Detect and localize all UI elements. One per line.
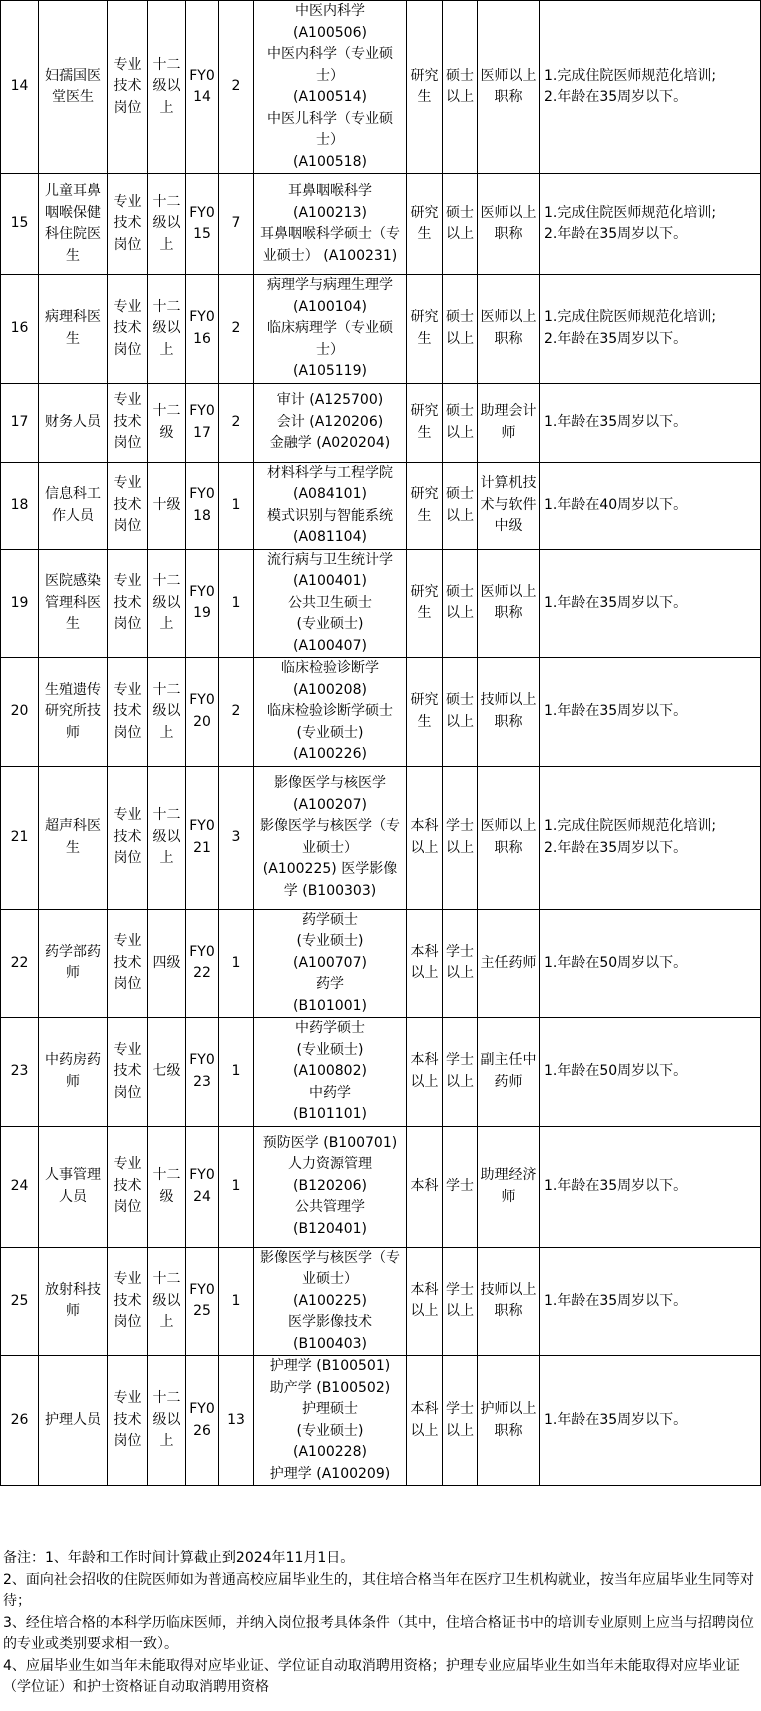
major-line: 金融学 (A020204) (269, 435, 391, 452)
professional-title-cell: 技师以上职称 (478, 1247, 540, 1356)
professional-title-cell: 主任药师 (478, 909, 540, 1018)
professional-title-cell: 计算机技术与软件中级 (478, 462, 540, 549)
post-level-cell: 十二级以上 (148, 1247, 186, 1356)
major-line: 影像医学与核医学（专 (260, 1249, 400, 1266)
education-cell: 研究生 (407, 1, 443, 174)
post-category-cell: 专业技术岗位 (108, 1, 148, 174)
hire-count-cell: 1 (219, 549, 254, 658)
table-row (1, 1356, 761, 1486)
post-level-cell: 十二级以上 (148, 1, 186, 174)
major-line: (专业硕士) (296, 933, 364, 949)
education-cell: 本科以上 (407, 766, 443, 909)
post-name-cell: 信息科工作人员 (39, 462, 108, 549)
degree-cell: 硕士以上 (443, 275, 478, 384)
major-cell (254, 549, 407, 658)
education-cell: 研究生 (407, 549, 443, 658)
post-code-cell: FY025 (186, 1247, 219, 1356)
table-body (1, 1, 761, 1486)
major-line: 中药学 (309, 1084, 351, 1101)
degree-cell: 硕士以上 (443, 1, 478, 174)
post-category-cell: 专业技术岗位 (108, 658, 148, 767)
requirements-cell (540, 174, 761, 275)
major-line: (B101001) (293, 997, 367, 1014)
row-number-cell: 14 (1, 1, 39, 174)
major-line: (专业硕士) (296, 1041, 364, 1058)
degree-cell: 学士 (443, 1126, 478, 1247)
major-line: 临床检验诊断学 (281, 660, 379, 676)
major-line: 学 (B100303) (283, 882, 377, 899)
post-level-cell: 十二级以上 (148, 1356, 186, 1486)
major-cell (254, 909, 407, 1018)
degree-cell: 硕士以上 (443, 174, 478, 275)
table-row (1, 1247, 761, 1356)
major-line: 影像医学与核医学 (274, 775, 386, 791)
post-level-cell: 四级 (148, 909, 186, 1018)
post-level-cell: 十二级以上 (148, 549, 186, 658)
post-category-cell: 专业技术岗位 (108, 383, 148, 462)
major-line: 临床病理学（专业硕 (267, 320, 393, 336)
major-line: 业硕士） (A100231) (262, 247, 398, 264)
table-row (1, 174, 761, 275)
requirements-cell (540, 275, 761, 384)
post-name-cell: 病理科医生 (39, 275, 108, 384)
major-line: (A100207) (293, 796, 367, 813)
major-cell (254, 1247, 407, 1356)
post-code-cell: FY023 (186, 1018, 219, 1127)
major-line: 材料科学与工程学院 (267, 464, 393, 481)
post-category-cell: 专业技术岗位 (108, 1356, 148, 1486)
post-category-cell: 专业技术岗位 (108, 1018, 148, 1127)
major-line: 公共卫生硕士 (288, 594, 372, 611)
major-line: 士） (316, 341, 344, 358)
major-line: 会计 (A120206) (276, 413, 384, 430)
post-category-cell: 专业技术岗位 (108, 1247, 148, 1356)
table-row (1, 1126, 761, 1247)
table-row (1, 1, 761, 174)
post-level-cell: 十级 (148, 462, 186, 549)
post-code-cell: FY022 (186, 909, 219, 1018)
table-row (1, 383, 761, 462)
major-line: (A100407) (293, 637, 367, 654)
degree-cell: 学士以上 (443, 1018, 478, 1127)
requirements-cell (540, 1018, 761, 1127)
table-row (1, 549, 761, 658)
major-line: 模式识别与智能系统 (267, 507, 393, 524)
post-level-cell: 七级 (148, 1018, 186, 1127)
post-name-cell: 妇孺国医堂医生 (39, 1, 108, 174)
post-name-cell: 医院感染管理科医生 (39, 549, 108, 658)
major-line: (A100213) (293, 204, 367, 221)
major-line: (A100518) (293, 153, 367, 170)
table-row (1, 1018, 761, 1127)
post-level-cell: 十二级 (148, 383, 186, 462)
major-line: (专业硕士) (296, 616, 364, 632)
post-name-cell: 中药房药师 (39, 1018, 108, 1127)
requirements-cell (540, 1247, 761, 1356)
notes-section (0, 1548, 758, 1699)
major-line: (A100802) (293, 1063, 367, 1079)
professional-title-cell: 护师以上职称 (478, 1356, 540, 1486)
major-line: 预防医学 (B100701) (262, 1134, 398, 1151)
post-name-cell: 生殖遗传研究所技师 (39, 658, 108, 767)
major-line: 药学硕士 (302, 911, 358, 928)
post-code-cell: FY020 (186, 658, 219, 767)
major-cell (254, 1018, 407, 1127)
hire-count-cell: 2 (219, 1, 254, 174)
professional-title-cell: 技师以上职称 (478, 658, 540, 767)
major-line: (A100104) (293, 298, 367, 315)
professional-title-cell: 医师以上职称 (478, 1, 540, 174)
row-number-cell: 19 (1, 549, 39, 658)
post-code-cell: FY024 (186, 1126, 219, 1247)
degree-cell: 学士以上 (443, 909, 478, 1018)
degree-cell: 学士以上 (443, 766, 478, 909)
major-line: 人力资源管理 (288, 1156, 372, 1173)
professional-title-cell: 副主任中药师 (478, 1018, 540, 1127)
requirement-line: 1.年龄在50周岁以下。 (544, 954, 688, 971)
hire-count-cell: 1 (219, 462, 254, 549)
post-category-cell: 专业技术岗位 (108, 549, 148, 658)
major-cell (254, 462, 407, 549)
hire-count-cell: 1 (219, 1126, 254, 1247)
hire-count-cell: 1 (219, 909, 254, 1018)
major-line: (B100403) (293, 1335, 367, 1352)
post-code-cell: FY019 (186, 549, 219, 658)
requirements-cell (540, 1356, 761, 1486)
major-line: (A084101) (293, 486, 367, 502)
professional-title-cell: 助理经济师 (478, 1126, 540, 1247)
row-number-cell: 22 (1, 909, 39, 1018)
post-level-cell: 十二级以上 (148, 766, 186, 909)
major-line: (A100208) (293, 681, 367, 698)
table-row (1, 462, 761, 549)
education-cell: 本科以上 (407, 1018, 443, 1127)
post-code-cell: FY018 (186, 462, 219, 549)
major-line: 耳鼻咽喉科学 (288, 183, 372, 199)
post-level-cell: 十二级 (148, 1126, 186, 1247)
post-name-cell: 儿童耳鼻咽喉保健科住院医生 (39, 174, 108, 275)
education-cell: 研究生 (407, 462, 443, 549)
requirements-cell (540, 549, 761, 658)
row-number-cell: 20 (1, 658, 39, 767)
requirement-line: 1.年龄在35周岁以下。 (544, 594, 688, 611)
row-number-cell: 24 (1, 1126, 39, 1247)
education-cell: 本科以上 (407, 1247, 443, 1356)
major-line: 中医儿科学（专业硕 (267, 110, 393, 127)
major-line: (A100514) (293, 89, 367, 105)
requirement-line: 1.完成住院医师规范化培训; (544, 67, 717, 84)
post-category-cell: 专业技术岗位 (108, 174, 148, 275)
professional-title-cell: 医师以上职称 (478, 766, 540, 909)
education-cell: 研究生 (407, 174, 443, 275)
degree-cell: 学士以上 (443, 1356, 478, 1486)
hire-count-cell: 2 (219, 383, 254, 462)
hire-count-cell: 13 (219, 1356, 254, 1486)
education-cell: 本科 (407, 1126, 443, 1247)
requirement-line: 1.年龄在35周岁以下。 (544, 1292, 688, 1309)
row-number-cell: 17 (1, 383, 39, 462)
major-line: (A100226) (293, 746, 367, 762)
row-number-cell: 16 (1, 275, 39, 384)
requirement-line: 2.年龄在35周岁以下。 (544, 330, 688, 347)
requirement-line: 1.完成住院医师规范化培训; (544, 309, 717, 326)
major-line: 影像医学与核医学（专 (260, 818, 400, 834)
major-cell (254, 174, 407, 275)
major-line: (A105119) (293, 363, 367, 379)
post-category-cell: 专业技术岗位 (108, 1126, 148, 1247)
professional-title-cell: 医师以上职称 (478, 549, 540, 658)
row-number-cell: 18 (1, 462, 39, 549)
row-number-cell: 23 (1, 1018, 39, 1127)
post-name-cell: 药学部药师 (39, 909, 108, 1018)
post-code-cell: FY015 (186, 174, 219, 275)
post-name-cell: 护理人员 (39, 1356, 108, 1486)
requirement-line: 1.年龄在35周岁以下。 (544, 413, 688, 430)
major-line: (A100225) 医学影像 (262, 861, 398, 877)
requirements-cell (540, 383, 761, 462)
major-line: 中药学硕士 (295, 1020, 365, 1036)
major-cell (254, 275, 407, 384)
post-category-cell: 专业技术岗位 (108, 766, 148, 909)
degree-cell: 学士以上 (443, 1247, 478, 1356)
major-line: 中医内科学（专业硕 (267, 46, 393, 62)
major-line: 护理硕士 (302, 1401, 358, 1417)
post-category-cell: 专业技术岗位 (108, 275, 148, 384)
major-cell (254, 383, 407, 462)
post-name-cell: 超声科医生 (39, 766, 108, 909)
education-cell: 本科以上 (407, 1356, 443, 1486)
post-level-cell: 十二级以上 (148, 275, 186, 384)
education-cell: 研究生 (407, 658, 443, 767)
major-line: 耳鼻咽喉科学硕士（专 (260, 226, 400, 242)
requirement-line: 1.年龄在35周岁以下。 (544, 1411, 688, 1428)
row-number-cell: 15 (1, 174, 39, 275)
hire-count-cell: 2 (219, 658, 254, 767)
requirements-cell (540, 658, 761, 767)
requirement-line: 1.年龄在50周岁以下。 (544, 1063, 688, 1079)
major-line: (B120401) (293, 1220, 367, 1237)
post-category-cell: 专业技术岗位 (108, 909, 148, 1018)
requirement-line: 1.年龄在35周岁以下。 (544, 1177, 688, 1194)
major-cell (254, 658, 407, 767)
requirement-line: 1.年龄在35周岁以下。 (544, 703, 688, 719)
degree-cell: 硕士以上 (443, 658, 478, 767)
note-2: 2、面向社会招收的住院医师如为普通高校应届毕业生的，其住培合格当年在医疗卫生机构就业，按当年应届毕业生同等对待； (3, 1571, 754, 1609)
major-line: (A100225) (293, 1292, 367, 1309)
major-line: (专业硕士) (296, 724, 364, 741)
post-code-cell: FY014 (186, 1, 219, 174)
post-code-cell: FY016 (186, 275, 219, 384)
major-cell (254, 1356, 407, 1486)
table-row (1, 909, 761, 1018)
row-number-cell: 21 (1, 766, 39, 909)
major-line: (A100228) (293, 1444, 367, 1460)
post-name-cell: 放射科技师 (39, 1247, 108, 1356)
major-line: (A100401) (293, 573, 367, 589)
major-line: 临床检验诊断学硕士 (267, 703, 393, 719)
post-name-cell: 财务人员 (39, 383, 108, 462)
education-cell: 本科以上 (407, 909, 443, 1018)
major-line: (B120206) (293, 1177, 367, 1194)
major-line: 病理学与病理生理学 (267, 277, 393, 293)
requirement-line: 2.年龄在35周岁以下。 (544, 89, 688, 105)
requirement-line: 1.完成住院医师规范化培训; (544, 818, 717, 834)
professional-title-cell: 助理会计师 (478, 383, 540, 462)
requirement-line: 1.年龄在40周岁以下。 (544, 496, 688, 513)
post-code-cell: FY017 (186, 383, 219, 462)
major-line: (A081104) (293, 529, 367, 545)
education-cell: 研究生 (407, 383, 443, 462)
table-row (1, 275, 761, 384)
requirement-line: 2.年龄在35周岁以下。 (544, 839, 688, 856)
major-cell (254, 766, 407, 909)
requirements-cell (540, 766, 761, 909)
degree-cell: 硕士以上 (443, 462, 478, 549)
major-line: (A100506) (293, 24, 367, 41)
major-line: (B101101) (293, 1106, 367, 1122)
post-level-cell: 十二级以上 (148, 174, 186, 275)
major-line: 公共管理学 (295, 1199, 365, 1216)
post-category-cell: 专业技术岗位 (108, 462, 148, 549)
row-number-cell: 25 (1, 1247, 39, 1356)
major-line: 药学 (316, 976, 344, 992)
hire-count-cell: 2 (219, 275, 254, 384)
major-line: (专业硕士) (296, 1422, 364, 1439)
requirements-cell (540, 1, 761, 174)
major-cell (254, 1, 407, 174)
hire-count-cell: 7 (219, 174, 254, 275)
note-1: 备注：1、年龄和工作时间计算截止到2024年11月1日。 (3, 1550, 355, 1566)
major-line: 审计 (A125700) (276, 392, 384, 409)
note-3: 3、经住培合格的本科学历临床医师，并纳入岗位报考具体条件（其中，住培合格证书中的培训专业原则上应当与招聘岗位的专业或类别要求相一致）。 (3, 1614, 754, 1652)
table-row (1, 658, 761, 767)
major-line: 助产学 (B100502) (269, 1379, 391, 1396)
major-line: (A100707) (293, 954, 367, 971)
major-line: 业硕士） (302, 839, 358, 856)
note-4: 4、应届毕业生如当年未能取得对应毕业证、学位证自动取消聘用资格；护理专业应届毕业生如当年未能取得对应毕业证（学位证）和护士资格证自动取消聘用资格 (3, 1657, 740, 1695)
professional-title-cell: 医师以上职称 (478, 275, 540, 384)
professional-title-cell: 医师以上职称 (478, 174, 540, 275)
major-line: 医学影像技术 (288, 1314, 372, 1330)
hire-count-cell: 1 (219, 1018, 254, 1127)
education-cell: 研究生 (407, 275, 443, 384)
major-line: 中医内科学 (295, 3, 365, 19)
major-line: 士） (316, 132, 344, 148)
requirement-line: 1.完成住院医师规范化培训; (544, 204, 717, 221)
major-line: 士） (316, 67, 344, 84)
post-code-cell: FY021 (186, 766, 219, 909)
post-level-cell: 十二级以上 (148, 658, 186, 767)
row-number-cell: 26 (1, 1356, 39, 1486)
major-line: 护理学 (B100501) (269, 1358, 391, 1374)
requirement-line: 2.年龄在35周岁以下。 (544, 226, 688, 242)
post-code-cell: FY026 (186, 1356, 219, 1486)
requirements-cell (540, 909, 761, 1018)
major-line: 护理学 (A100209) (269, 1465, 391, 1482)
post-name-cell: 人事管理人员 (39, 1126, 108, 1247)
hire-count-cell: 3 (219, 766, 254, 909)
degree-cell: 硕士以上 (443, 383, 478, 462)
major-line: 业硕士） (302, 1271, 358, 1287)
major-line: 流行病与卫生统计学 (267, 551, 393, 568)
requirements-cell (540, 462, 761, 549)
table-row (1, 766, 761, 909)
degree-cell: 硕士以上 (443, 549, 478, 658)
requirements-cell (540, 1126, 761, 1247)
hire-count-cell: 1 (219, 1247, 254, 1356)
major-cell (254, 1126, 407, 1247)
